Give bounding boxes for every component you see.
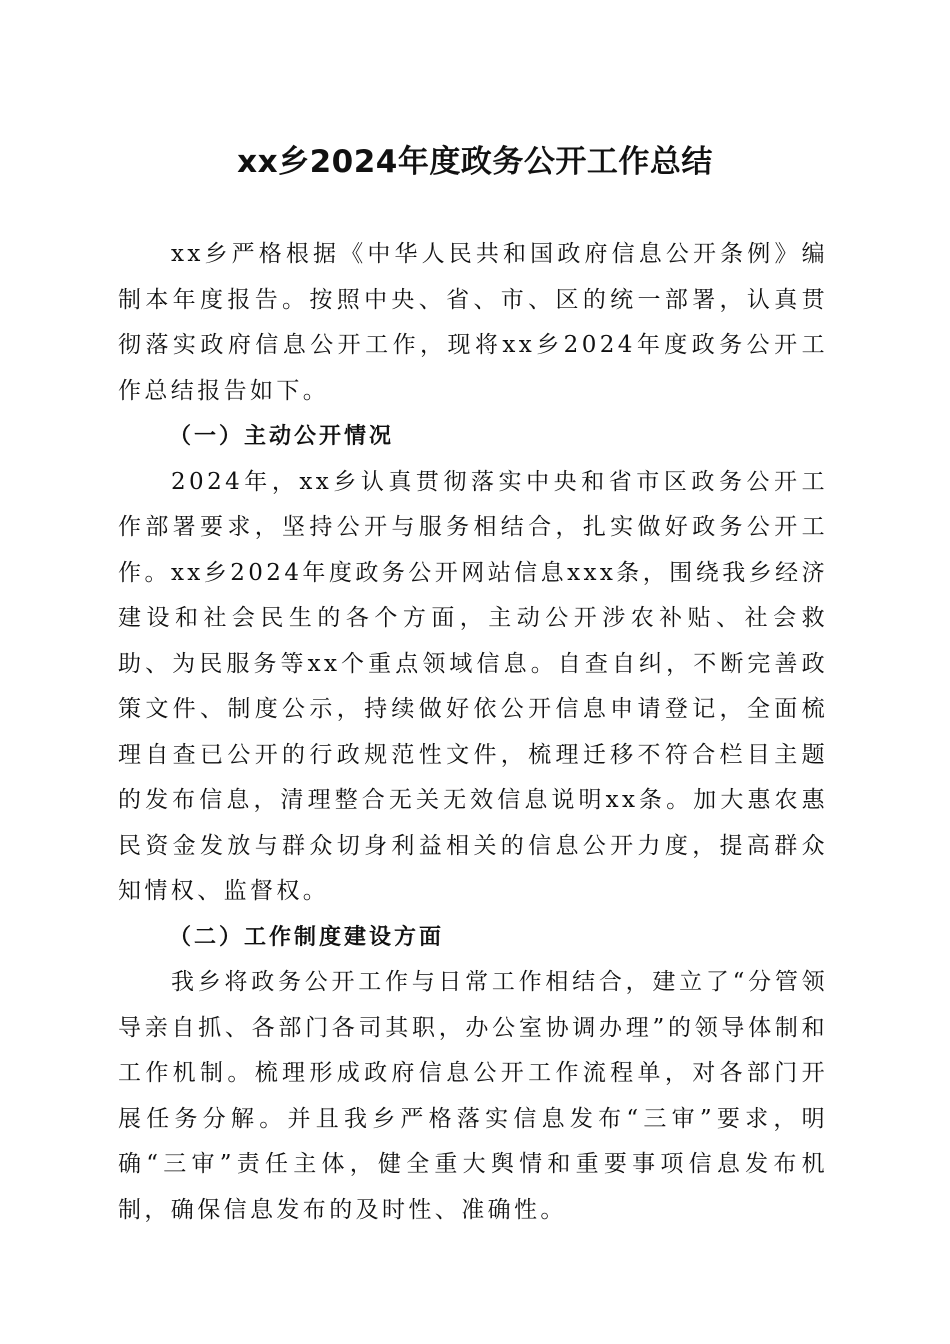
section-heading-proactive-disclosure: （一）主动公开情况: [169, 424, 395, 449]
document-body: [118, 232, 828, 1233]
section-paragraph-proactive-disclosure: 2024年，xx乡认真贯彻落实中央和省市区政务公开工作部署要求，坚持公开与服务相结合，扎实做好政务公开工作。xx乡2024年度政务公开网站信息xxx条，围绕我乡经济建设和社会民生的各个方面，主动公开涉农补贴、社会救助、为民服务等xx个重点领域信息。自查自纠，不断完善政策文件、制度公示，持续做好依公开信息申请登记，全面梳理自查已公开的行政规范性文件，梳理迁移不符合栏目主题的发布信息，清理整合无关无效信息说明xx条。加大惠农惠民资金发放与群众切身利益相关的信息公开力度，提高群众知情权、监督权。: [118, 468, 828, 904]
intro-paragraph: xx乡严格根据《中华人民共和国政府信息公开条例》编制本年度报告。按照中央、省、市、区的统一部署，认真贯彻落实政府信息公开工作，现将xx乡2024年度政务公开工作总结报告如下。: [118, 241, 828, 404]
section-paragraph-system-building: 我乡将政务公开工作与日常工作相结合，建立了“分管领导亲自抓、各部门各司其职，办公室协调办理”的领导体制和工作机制。梳理形成政府信息公开工作流程单，对各部门开展任务分解。并且我乡严格落实信息发布“三审”要求，明确“三审”责任主体，健全重大舆情和重要事项信息发布机制，确保信息发布的及时性、准确性。: [118, 969, 828, 1223]
section-heading-system-building: （二）工作制度建设方面: [169, 924, 445, 950]
document-title: xx乡2024年度政务公开工作总结: [237, 144, 713, 180]
